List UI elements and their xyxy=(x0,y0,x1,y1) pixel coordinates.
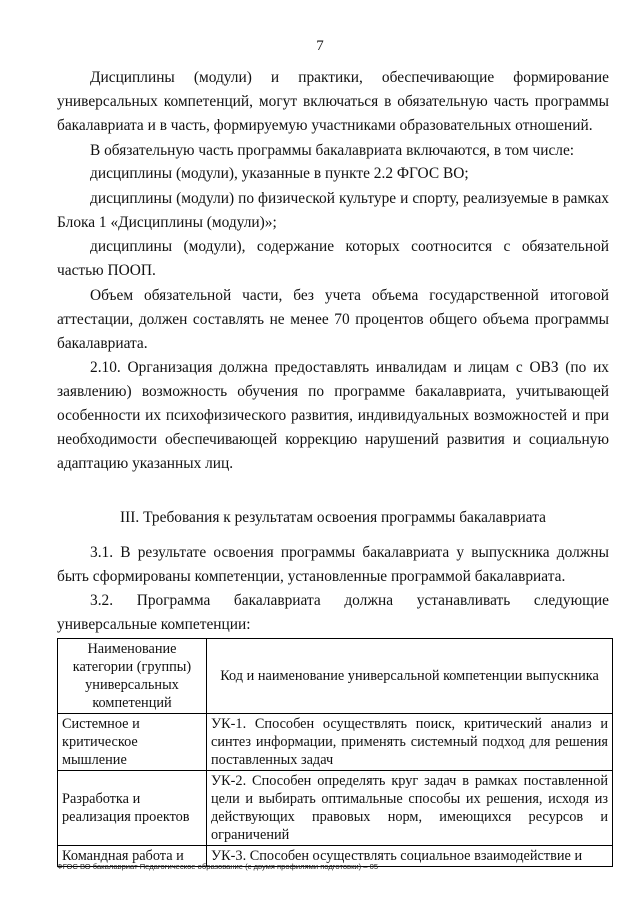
paragraph-mandatory-part: В обязательную часть программы бакалавриата включаются, в том числе: xyxy=(90,142,575,159)
table-cell-category: Разработка и реализация проектов xyxy=(58,771,207,846)
table-cell-category: Системное и критическое мышление xyxy=(58,714,207,771)
table-cell-competence: УК-1. Способен осуществлять поиск, критический анализ и синтез информации, применять системный подход для решения поставленных задач xyxy=(207,714,613,771)
page-footer: ФГОС ВО бакалавриат Педагогическое образование (с двумя профилями подготовки) – 05 xyxy=(57,862,379,871)
table-cell-competence: УК-3. Способен осуществлять социальное взаимодействие и xyxy=(207,846,613,867)
table-header-competence: Код и наименование универсальной компетенции выпускника xyxy=(207,639,613,714)
paragraph-list-item-2: дисциплины (модули) по физической культуре и спорту, реализуемые в рамках Блока 1 «Дисциплины (модули)»; xyxy=(57,190,609,231)
paragraph-2-10: 2.10. Организация должна предоставлять инвалидам и лицам с ОВЗ (по их заявлению) возможность обучения по программе бакалавриата, учитывающей особенности их психофизического развития, индивидуальных возможностей и при необходимости обеспечивающей коррекцию нарушений развития и социальную адаптацию указанных лиц. xyxy=(57,359,609,472)
table-cell-category: Командная работа и xyxy=(58,846,207,867)
paragraph-list-item-1: дисциплины (модули), указанные в пункте 2.2 ФГОС ВО; xyxy=(90,165,469,182)
table-row xyxy=(58,771,613,846)
table-header-category: Наименование категории (группы) универсальных компетенций xyxy=(58,639,207,714)
paragraph-mandatory-volume: Объем обязательной части, без учета объема государственной итоговой аттестации, должен составлять не менее 70 процентов общего объема программы бакалавриата. xyxy=(57,287,609,352)
table-cell-competence: УК-2. Способен определять круг задач в рамках поставленной цели и выбирать оптимальные способы их решения, исходя из действующих правовых норм, имеющихся ресурсов и ограничений xyxy=(207,771,613,846)
table-row xyxy=(58,714,613,771)
competences-table xyxy=(57,638,613,867)
paragraph-3-1: 3.1. В результате освоения программы бакалавриата у выпускника должны быть сформированы компетенции, установленные программой бакалавриата. xyxy=(57,544,609,585)
table-header-row xyxy=(58,639,613,714)
paragraph-3-2: 3.2. Программа бакалавриата должна устанавливать следующие универсальные компетенции: xyxy=(57,592,609,633)
paragraph-list-item-3: дисциплины (модули), содержание которых соотносится с обязательной частью ПООП. xyxy=(57,238,609,279)
paragraph-universal-competences: Дисциплины (модули) и практики, обеспечивающие формирование универсальных компетенций, могут включаться в обязательную часть программы бакалавриата и в часть, формируемую участниками образовательных отношений. xyxy=(57,69,609,134)
section-title: III. Требования к результатам освоения программы бакалавриата xyxy=(120,509,546,526)
page-number: 7 xyxy=(316,38,324,54)
